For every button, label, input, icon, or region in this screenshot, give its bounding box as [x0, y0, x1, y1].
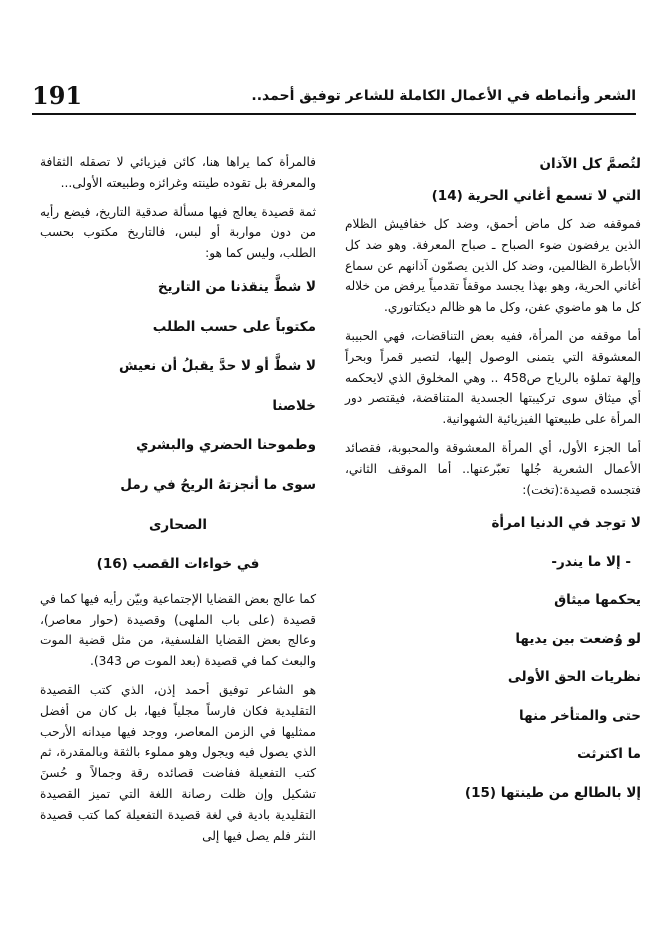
poem-line: مكتوباً على حسب الطلب: [152, 318, 316, 335]
left-paragraph-3: كما عالج بعض القضايا الإجتماعية وبيّن رأيه فيها كما في قصيدة (على باب الملهى) وقصيدة (حوار معاصر)، وعالج بعض القضايا الفلسفية، من مثل قضية الموت والبعث كما في قصيدة (بعد الموت ص 343).: [40, 591, 316, 669]
poem-line: وطموحنا الحضري والبشري: [136, 437, 316, 454]
running-title: الشعر وأنماطه في الأعمال الكاملة للشاعر توفيق أحمد..: [251, 88, 636, 104]
poem-line: خلاصنا: [272, 397, 316, 414]
right-heading-2: التي لا تسمع أغاني الحرية (14): [431, 188, 641, 204]
poem-line: - إلا ما يندر-: [551, 553, 631, 570]
page-header: [32, 82, 636, 112]
right-poem: [345, 508, 641, 808]
left-paragraph-4: هو الشاعر توفيق أحمد إذن، الذي كتب القصيدة التقليدية فكان فارساً مجلياً فيها، بل كان من أفضل ممثليها في الزمن المعاصر، ووجد فيها ميدانه الأرحب الذي يصول فيه ويجول وهو مملوء بالثقة وبالمقدرة، ثم كتب التفعيلة ففاضت قصائده رقة وجمالاً و حُسنَ تشكيل وإن ظلت رصانة اللغة التي تميز القصيدة التقليدية بادية في لغة قصيدة التفعيلة كما كتب قصيدة النثر فلم يصل فيها إلى: [40, 682, 316, 843]
right-heading-1: لتُصمَّ كل الآذان: [539, 156, 641, 172]
poem-line: إلا بالطالع من طينتها (15): [464, 784, 641, 801]
left-poem: [40, 272, 316, 581]
right-column: [345, 152, 641, 816]
left-paragraph-1: فالمرأة كما يراها هنا، كائن فيزيائي لا تصقله الثقافة والمعرفة بل تقوده طينته وغرائزه وطبيعته الأولى...: [40, 155, 316, 190]
right-paragraph-3: أما الجزء الأول، أي المرأة المعشوقة والمحبوبة، فقصائد الأعمال الشعرية جُلها تعبّرعنها.. أما الموقف الثاني، فتجسده قصيدة:(تخت):: [345, 440, 641, 497]
page-number: 191: [32, 81, 83, 110]
left-column: [40, 152, 316, 854]
header-rule: [32, 113, 636, 115]
poem-line: يحكمها ميثاق: [554, 592, 641, 609]
poem-line: لو وُضعت بين يديها: [515, 630, 641, 647]
left-paragraph-2: ثمة قصيدة يعالج فيها مسألة صدقية التاريخ، فيضع رأيه من دون مواربة أو لبس، فالتاريخ مكتوب بحسب الطلب، وليس كما هو:: [40, 204, 316, 261]
poem-line: الصحارى: [149, 516, 207, 533]
right-paragraph-1: فموقفه ضد كل ماض أحمق، وضد كل خفافيش الظلام الذين يرفضون ضوء الصباح ـ صباح المعرفة. وهو ضد كل الأباطرة الظالمين، وضد كل الذين يصمّون آذانهم عن سماع أغاني الحرية، وهو بهذا يجسد موقفاً تقدمياً يرفض من خلاله كل ما هو ماضوي عفن، وكل ما هو ظالم ديكتاتوري.: [345, 217, 641, 315]
poem-line: حتى والمتأخر منها: [519, 707, 641, 724]
poem-line: ما اكترثت: [577, 746, 641, 763]
poem-line: لا شطَّ ينقذنا من التاريخ: [157, 278, 316, 295]
poem-line: سوى ما أنجزتهُ الريحُ في رمل: [120, 476, 316, 493]
poem-line: لا توجد في الدنيا امرأة: [491, 515, 641, 532]
right-paragraph-2: أما موقفه من المرأة، ففيه بعض التناقضات، فهي الحبيبة المعشوقة التي يتمنى الوصول إليها، لتصير قمراً وبحراً وإلهة تملؤه بالرياح ص458 .. وهي المخلوق الذي لايحكمه أي ميثاق سوى تركيبتها الجسدية المتناقضة، فيقتصر دور المرأة على طبيعتها الفيزيائية الشهوانية.: [345, 328, 641, 427]
poem-source: في خواءات القصب (16): [96, 556, 260, 573]
poem-line: نظريات الحق الأولى: [507, 669, 641, 686]
poem-line: لا شطَّ أو لا حدَّ يقبلُ أن نعيش: [118, 358, 316, 375]
